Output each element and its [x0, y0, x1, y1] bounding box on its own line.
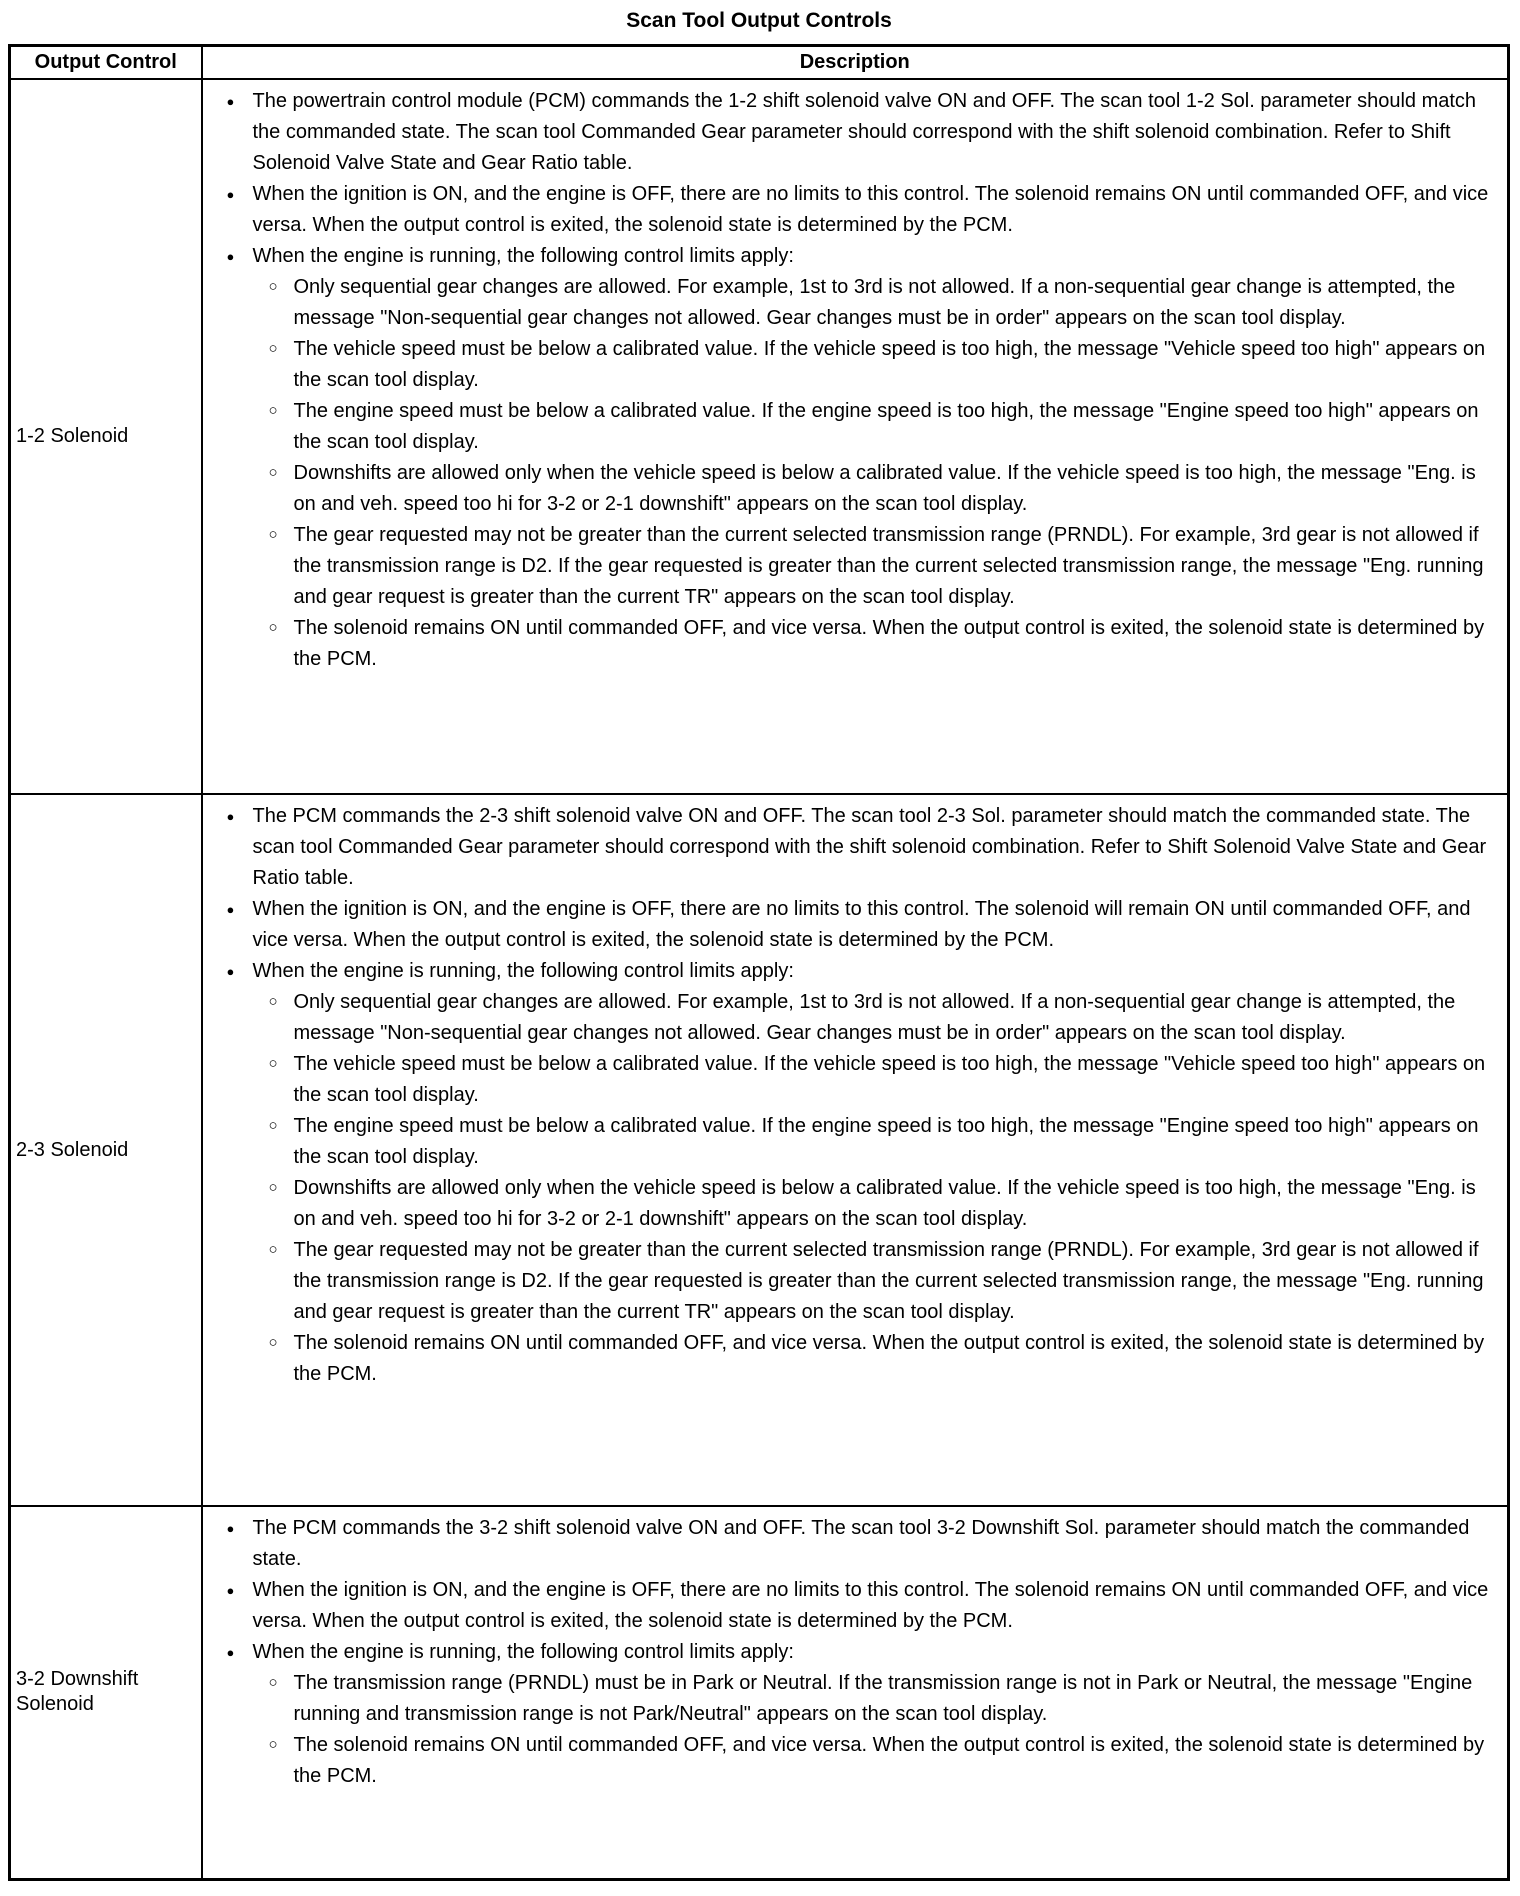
open-circle-bullet-icon: ○ [268, 619, 278, 636]
open-circle-bullet-icon: ○ [268, 1055, 278, 1072]
sub-bullet-item [203, 520, 1492, 613]
sub-bullet-item [203, 987, 1492, 1049]
description-cell [202, 794, 1509, 1506]
open-circle-bullet-icon: ○ [268, 1674, 278, 1691]
sub-bullet-item [203, 1328, 1492, 1390]
open-circle-bullet-icon: ○ [268, 526, 278, 543]
sub-bullet-text: The solenoid remains ON until commanded OFF, and vice versa. When the output control is exited, the solenoid state is determined by the PCM. [293, 1332, 1485, 1385]
open-circle-bullet-icon: ○ [268, 1179, 278, 1196]
column-header-description: Description [202, 46, 1509, 80]
header-row [10, 46, 1509, 80]
table-row [10, 794, 1509, 1506]
sub-bullet-item [203, 1173, 1492, 1235]
sub-bullet-item [203, 272, 1492, 334]
open-circle-bullet-icon: ○ [268, 1736, 278, 1753]
sub-bullet-item [203, 1235, 1492, 1328]
sub-bullet-text: Downshifts are allowed only when the vehicle speed is below a calibrated value. If the vehicle speed is too high, the message "Eng. is on and veh. speed too hi for 3-2 or 2-1 downshift" appears on the scan tool display. [293, 462, 1476, 515]
table-body [10, 79, 1509, 1879]
sub-bullet-text: The engine speed must be below a calibrated value. If the engine speed is too high, the message "Engine speed too high" appears on the scan tool display. [293, 1115, 1479, 1168]
sub-bullet-item [203, 1111, 1492, 1173]
sub-bullet-item [203, 1730, 1492, 1792]
bullet-text: When the engine is running, the following control limits apply: [252, 1641, 794, 1663]
sub-bullet-item [203, 334, 1492, 396]
bullet-text: When the ignition is ON, and the engine is OFF, there are no limits to this control. The solenoid remains ON until commanded OFF, and vice versa. When the output control is exited, the solenoid state is determined by the PCM. [252, 1579, 1489, 1632]
open-circle-bullet-icon: ○ [268, 278, 278, 295]
sub-bullet-item [203, 613, 1492, 675]
output-control-cell: 3-2 Downshift Solenoid [10, 1506, 202, 1879]
bullet-text: The powertrain control module (PCM) commands the 1-2 shift solenoid valve ON and OFF. The scan tool 1-2 Sol. parameter should match the commanded state. The scan tool Commanded Gear parameter should correspond with the shift solenoid combination. Refer to Shift Solenoid Valve State and Gear Ratio table. [252, 90, 1477, 174]
description-cell [202, 79, 1509, 794]
page-title: Scan Tool Output Controls [626, 9, 892, 32]
open-circle-bullet-icon: ○ [268, 1241, 278, 1258]
bullet-item [203, 1513, 1492, 1575]
sub-bullet-text: The solenoid remains ON until commanded OFF, and vice versa. When the output control is exited, the solenoid state is determined by the PCM. [293, 1734, 1485, 1787]
bullet-text: The PCM commands the 3-2 shift solenoid valve ON and OFF. The scan tool 3-2 Downshift Sol. parameter should match the commanded state. [252, 1517, 1470, 1570]
bullet-item [203, 241, 1492, 272]
bullet-text: When the ignition is ON, and the engine is OFF, there are no limits to this control. The solenoid will remain ON until commanded OFF, and vice versa. When the output control is exited, the solenoid state is determined by the PCM. [252, 898, 1471, 951]
filled-bullet-icon: ● [226, 902, 235, 917]
sub-bullet-text: Only sequential gear changes are allowed. For example, 1st to 3rd is not allowed. If a non-sequential gear change is attempted, the message "Non-sequential gear changes not allowed. Gear changes must be in order" appears on the scan tool display. [293, 991, 1456, 1044]
filled-bullet-icon: ● [226, 187, 235, 202]
open-circle-bullet-icon: ○ [268, 1334, 278, 1351]
bullet-item [203, 1637, 1492, 1668]
open-circle-bullet-icon: ○ [268, 340, 278, 357]
bullet-item [203, 86, 1492, 179]
column-header-output-control: Output Control [10, 46, 202, 80]
sub-bullet-text: The vehicle speed must be below a calibrated value. If the vehicle speed is too high, the message "Vehicle speed too high" appears on the scan tool display. [293, 1053, 1486, 1106]
sub-bullet-text: The vehicle speed must be below a calibrated value. If the vehicle speed is too high, the message "Vehicle speed too high" appears on the scan tool display. [293, 338, 1486, 391]
open-circle-bullet-icon: ○ [268, 464, 278, 481]
sub-bullet-text: The solenoid remains ON until commanded OFF, and vice versa. When the output control is exited, the solenoid state is determined by the PCM. [293, 617, 1485, 670]
description-cell [202, 1506, 1509, 1879]
sub-bullet-text: Only sequential gear changes are allowed. For example, 1st to 3rd is not allowed. If a non-sequential gear change is attempted, the message "Non-sequential gear changes not allowed. Gear changes must be in order" appears on the scan tool display. [293, 276, 1456, 329]
output-control-cell: 1-2 Solenoid [10, 79, 202, 794]
open-circle-bullet-icon: ○ [268, 402, 278, 419]
filled-bullet-icon: ● [226, 964, 235, 979]
sub-bullet-text: The gear requested may not be greater than the current selected transmission range (PRNDL). For example, 3rd gear is not allowed if the transmission range is D2. If the gear requested is greater than the current selected transmission range, the message "Eng. running and gear request is greater than the current TR" appears on the scan tool display. [293, 524, 1484, 608]
filled-bullet-icon: ● [226, 809, 235, 824]
table-row [10, 79, 1509, 794]
sub-bullet-item [203, 1668, 1492, 1730]
sub-bullet-item [203, 396, 1492, 458]
sub-bullet-text: The transmission range (PRNDL) must be in Park or Neutral. If the transmission range is not in Park or Neutral, the message "Engine running and transmission range is not Park/Neutral" appears on the scan tool display. [293, 1672, 1473, 1725]
bullet-item [203, 1575, 1492, 1637]
bullet-text: When the engine is running, the following control limits apply: [252, 960, 794, 982]
bullet-text: The PCM commands the 2-3 shift solenoid valve ON and OFF. The scan tool 2-3 Sol. parameter should match the commanded state. The scan tool Commanded Gear parameter should correspond with the shift solenoid combination. Refer to Shift Solenoid Valve State and Gear Ratio table. [252, 805, 1487, 889]
output-control-cell: 2-3 Solenoid [10, 794, 202, 1506]
bullet-item [203, 894, 1492, 956]
bullet-item [203, 801, 1492, 894]
sub-bullet-text: The gear requested may not be greater than the current selected transmission range (PRNDL). For example, 3rd gear is not allowed if the transmission range is D2. If the gear requested is greater than the current selected transmission range, the message "Eng. running and gear request is greater than the current TR" appears on the scan tool display. [293, 1239, 1484, 1323]
bullet-item [203, 179, 1492, 241]
filled-bullet-icon: ● [226, 94, 235, 109]
open-circle-bullet-icon: ○ [268, 993, 278, 1010]
bullet-text: When the ignition is ON, and the engine is OFF, there are no limits to this control. The solenoid remains ON until commanded OFF, and vice versa. When the output control is exited, the solenoid state is determined by the PCM. [252, 183, 1489, 236]
scan-tool-output-controls-table [8, 44, 1510, 1881]
sub-bullet-text: Downshifts are allowed only when the vehicle speed is below a calibrated value. If the vehicle speed is too high, the message "Eng. is on and veh. speed too hi for 3-2 or 2-1 downshift" appears on the scan tool display. [293, 1177, 1476, 1230]
filled-bullet-icon: ● [226, 1521, 235, 1536]
filled-bullet-icon: ● [226, 249, 235, 264]
filled-bullet-icon: ● [226, 1645, 235, 1660]
filled-bullet-icon: ● [226, 1583, 235, 1598]
open-circle-bullet-icon: ○ [268, 1117, 278, 1134]
table-row [10, 1506, 1509, 1879]
bullet-text: When the engine is running, the following control limits apply: [252, 245, 794, 267]
sub-bullet-item [203, 458, 1492, 520]
sub-bullet-item [203, 1049, 1492, 1111]
sub-bullet-text: The engine speed must be below a calibrated value. If the engine speed is too high, the message "Engine speed too high" appears on the scan tool display. [293, 400, 1479, 453]
bullet-item [203, 956, 1492, 987]
